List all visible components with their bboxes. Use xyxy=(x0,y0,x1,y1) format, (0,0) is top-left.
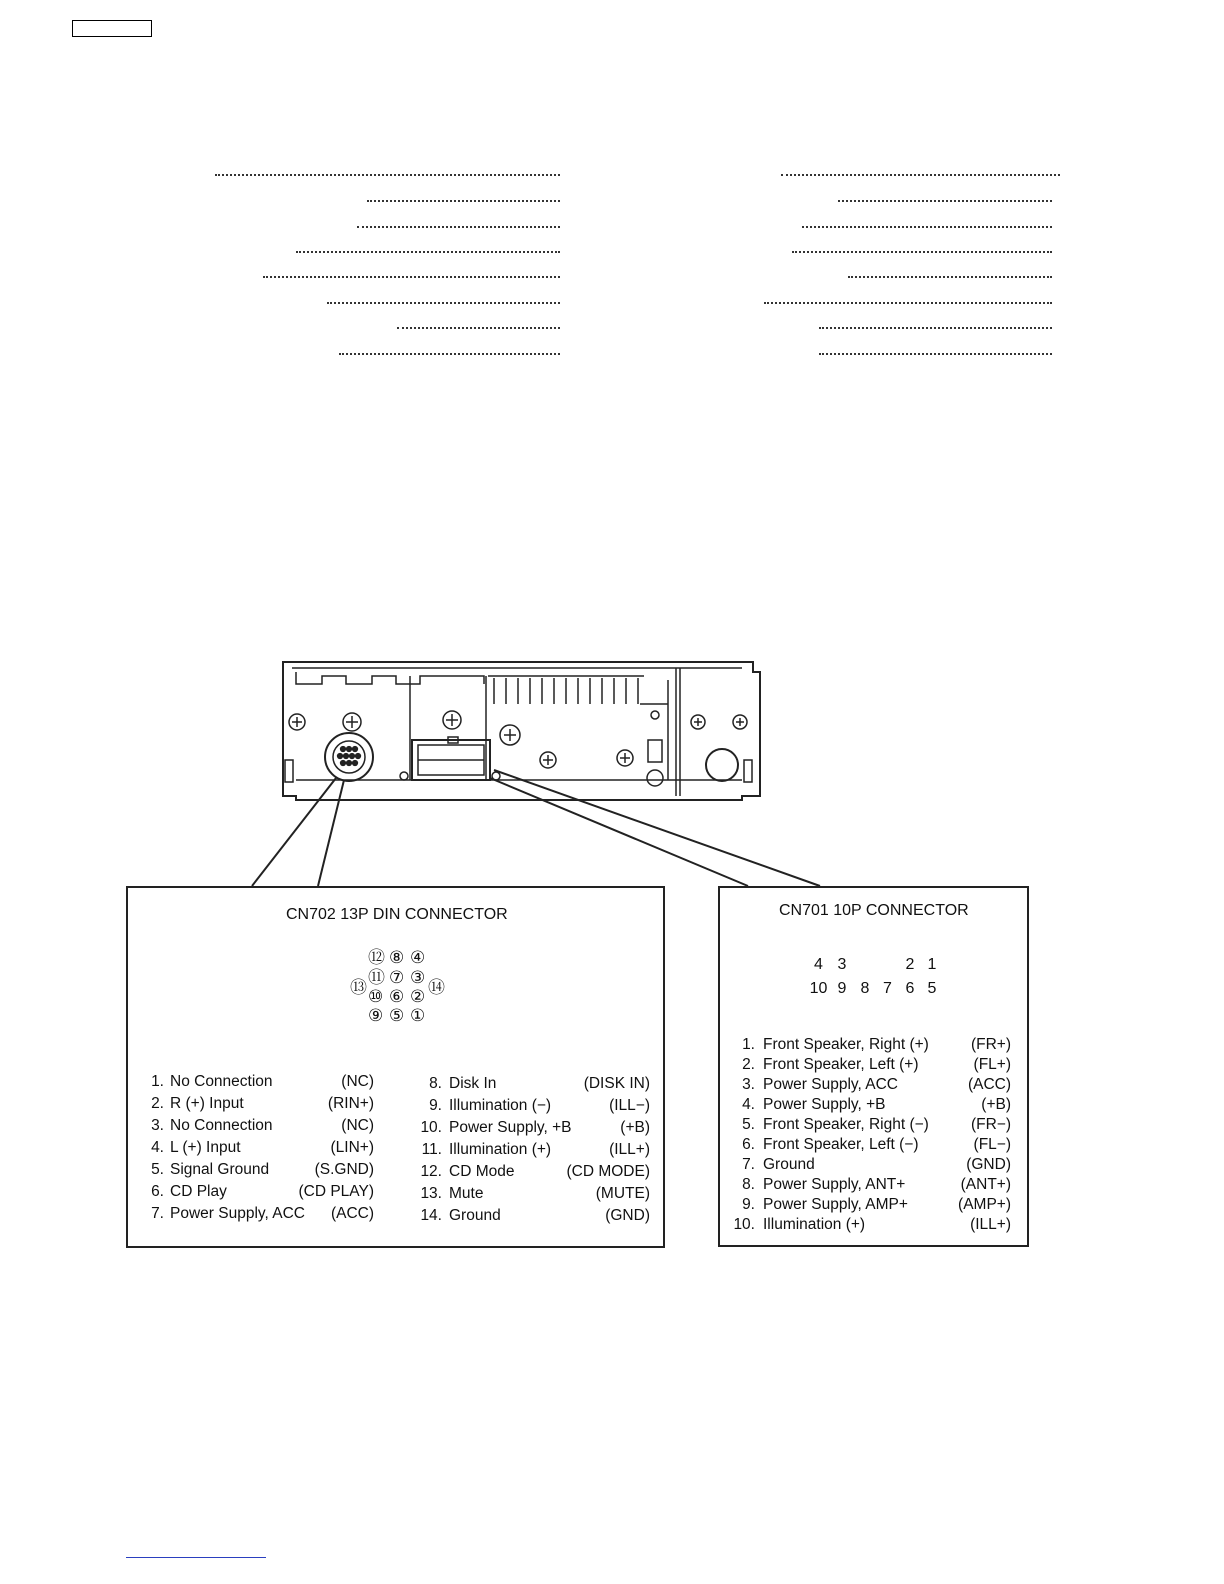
din-pin-14: ⑭ xyxy=(428,978,445,998)
pin-number: 1. xyxy=(151,1073,164,1090)
pin-number: 4. xyxy=(742,1096,755,1113)
pin-name: Power Supply, +B xyxy=(763,1096,886,1113)
pin-abbr: (GND) xyxy=(966,1156,1011,1173)
list-item xyxy=(730,1175,1011,1195)
din-pin-9: ⑨ xyxy=(368,1006,384,1026)
pin-name: CD Play xyxy=(170,1183,227,1200)
list-item xyxy=(146,1071,374,1093)
pin-name: Signal Ground xyxy=(170,1161,270,1178)
din-pin-5: ⑤ xyxy=(389,1006,405,1026)
pin-abbr: (ILL+) xyxy=(609,1141,650,1158)
pin-name: R (+) Input xyxy=(170,1095,244,1112)
list-item xyxy=(730,1075,1011,1095)
pin-number: 8. xyxy=(429,1075,442,1092)
pin-name: No Connection xyxy=(170,1073,273,1090)
pin-abbr: (FL+) xyxy=(973,1056,1011,1073)
pin-cell-3: 3 xyxy=(837,956,847,973)
pin-name: Disk In xyxy=(449,1075,497,1092)
pin-name: Illumination (+) xyxy=(449,1141,552,1158)
pin-name: Ground xyxy=(763,1156,815,1173)
pin-name: Front Speaker, Right (−) xyxy=(763,1116,929,1133)
din-pin-3: ③ xyxy=(410,968,426,988)
pin-name: L (+) Input xyxy=(170,1139,241,1156)
pin-number: 5. xyxy=(742,1116,755,1133)
pin-abbr: (GND) xyxy=(605,1207,650,1224)
pin-number: 10. xyxy=(733,1216,755,1233)
list-item xyxy=(730,1055,1011,1075)
pin-abbr: (DISK IN) xyxy=(583,1075,650,1092)
list-item xyxy=(730,1135,1011,1155)
pin-number: 3. xyxy=(742,1076,755,1093)
pin-number: 6. xyxy=(151,1183,164,1200)
pin-number: 5. xyxy=(151,1161,164,1178)
pin-abbr: (CD MODE) xyxy=(566,1163,650,1180)
cn702-pin-diagram xyxy=(128,888,667,1048)
pin-cell-5: 5 xyxy=(927,980,937,997)
pin-abbr: (CD PLAY) xyxy=(298,1183,374,1200)
list-item xyxy=(146,1093,374,1115)
cn701-panel xyxy=(718,886,1029,1247)
list-item xyxy=(146,1181,374,1203)
pin-cell-2: 2 xyxy=(905,956,915,973)
pin-name: Front Speaker, Right (+) xyxy=(763,1036,929,1053)
list-item xyxy=(416,1161,650,1183)
pin-name: Power Supply, ACC xyxy=(763,1076,898,1093)
pin-name: Ground xyxy=(449,1207,501,1224)
din-pin-8: ⑧ xyxy=(389,948,405,968)
pin-number: 12. xyxy=(420,1163,442,1180)
pin-cell-4: 4 xyxy=(814,956,823,973)
din-pin-13: ⑬ xyxy=(350,978,367,998)
pin-name: Power Supply, ACC xyxy=(170,1205,305,1222)
list-item xyxy=(730,1035,1011,1055)
pin-name: CD Mode xyxy=(449,1163,515,1180)
pin-name: Power Supply, ANT+ xyxy=(763,1176,906,1193)
list-item xyxy=(146,1203,374,1225)
cn701-pin-list xyxy=(730,1035,1011,1235)
cn702-panel xyxy=(126,886,665,1248)
pin-number: 9. xyxy=(429,1097,442,1114)
pin-number: 14. xyxy=(420,1207,442,1224)
pin-name: Power Supply, +B xyxy=(449,1119,572,1136)
pin-name: Front Speaker, Left (−) xyxy=(763,1136,919,1153)
pin-abbr: (ACC) xyxy=(330,1205,374,1222)
din-pin-4: ④ xyxy=(410,948,426,968)
list-item xyxy=(416,1095,650,1117)
cn702-title: CN702 13P DIN CONNECTOR xyxy=(286,906,508,923)
list-item xyxy=(416,1183,650,1205)
list-item xyxy=(416,1139,650,1161)
pin-name: Mute xyxy=(449,1185,484,1202)
cn701-pin-grid xyxy=(720,888,1031,1018)
pin-abbr: (+B) xyxy=(981,1096,1011,1113)
list-item xyxy=(730,1155,1011,1175)
list-item xyxy=(730,1195,1011,1215)
pin-number: 13. xyxy=(420,1185,442,1202)
list-item xyxy=(146,1115,374,1137)
pin-abbr: (AMP+) xyxy=(958,1196,1011,1213)
pin-number: 2. xyxy=(151,1095,164,1112)
pin-name: Power Supply, AMP+ xyxy=(763,1196,908,1213)
pin-number: 10. xyxy=(420,1119,442,1136)
din-pin-11: ⑪ xyxy=(368,968,385,988)
pin-number: 2. xyxy=(742,1056,755,1073)
din-pin-1: ① xyxy=(410,1006,426,1026)
cn702-pin-list-right xyxy=(416,1073,650,1227)
pin-abbr: (ILL−) xyxy=(609,1097,650,1114)
pin-abbr: (RIN+) xyxy=(327,1095,374,1112)
din-pin-6: ⑥ xyxy=(389,987,405,1007)
pin-cell-8: 8 xyxy=(860,980,870,997)
pin-abbr: (NC) xyxy=(341,1073,374,1090)
pin-abbr: (+B) xyxy=(620,1119,650,1136)
din-pin-2: ② xyxy=(410,987,426,1007)
pin-abbr: (FL−) xyxy=(973,1136,1011,1153)
pin-name: Front Speaker, Left (+) xyxy=(763,1056,919,1073)
cn701-title: CN701 10P CONNECTOR xyxy=(779,902,969,919)
pin-abbr: (FR+) xyxy=(970,1036,1011,1053)
list-item xyxy=(416,1073,650,1095)
list-item xyxy=(146,1137,374,1159)
pin-cell-9: 9 xyxy=(837,980,847,997)
list-item xyxy=(416,1205,650,1227)
pin-number: 11. xyxy=(421,1141,442,1158)
list-item xyxy=(730,1095,1011,1115)
pin-abbr: (ANT+) xyxy=(960,1176,1011,1193)
din-pin-12: ⑫ xyxy=(368,948,385,968)
bottom-link-line[interactable] xyxy=(126,1557,266,1558)
pin-cell-6: 6 xyxy=(905,980,915,997)
pin-abbr: (LIN+) xyxy=(330,1139,374,1156)
pin-abbr: (MUTE) xyxy=(595,1185,650,1202)
pin-number: 3. xyxy=(151,1117,164,1134)
pin-abbr: (NC) xyxy=(341,1117,374,1134)
din-pin-10: ⑩ xyxy=(368,987,384,1007)
pin-number: 1. xyxy=(742,1036,755,1053)
pin-number: 7. xyxy=(742,1156,755,1173)
pin-number: 4. xyxy=(151,1139,164,1156)
pin-abbr: (S.GND) xyxy=(314,1161,374,1178)
pin-number: 7. xyxy=(151,1205,164,1222)
pin-name: Illumination (−) xyxy=(449,1097,552,1114)
pin-number: 8. xyxy=(742,1176,755,1193)
pin-name: No Connection xyxy=(170,1117,273,1134)
pin-abbr: (ACC) xyxy=(967,1076,1011,1093)
list-item xyxy=(146,1159,374,1181)
din-pin-7: ⑦ xyxy=(389,968,405,988)
pin-cell-7: 7 xyxy=(883,980,892,997)
pin-abbr: (FR−) xyxy=(970,1116,1011,1133)
pin-number: 9. xyxy=(742,1196,755,1213)
pin-abbr: (ILL+) xyxy=(970,1216,1011,1233)
list-item xyxy=(416,1117,650,1139)
list-item xyxy=(730,1115,1011,1135)
pin-number: 6. xyxy=(742,1136,755,1153)
pin-name: Illumination (+) xyxy=(763,1216,866,1233)
list-item xyxy=(730,1215,1011,1235)
pin-cell-1: 1 xyxy=(927,956,937,973)
pin-cell-10: 10 xyxy=(809,980,828,997)
cn702-pin-list-left xyxy=(146,1071,374,1225)
